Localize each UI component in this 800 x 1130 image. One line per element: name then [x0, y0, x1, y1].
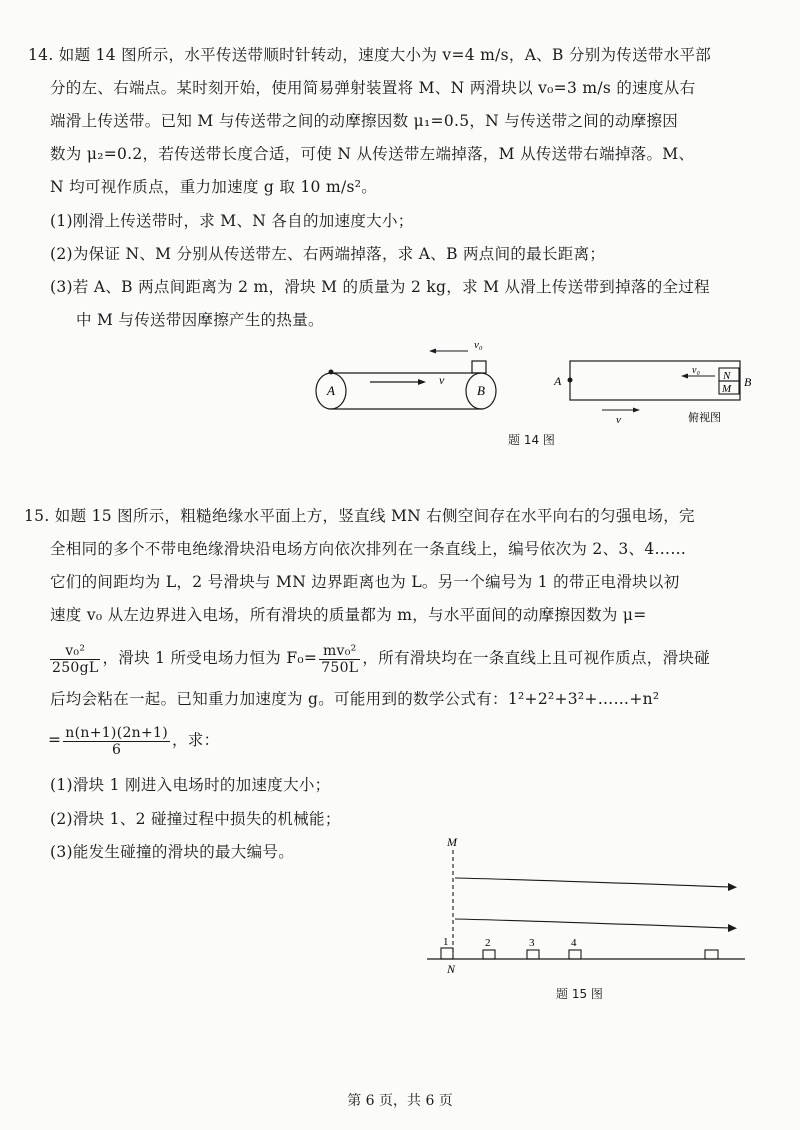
q15-line-5-tail: ，所有滑块均在一条直线上且可视作质点，滑块碰 — [362, 649, 711, 667]
figure-14-caption: 题 14 图 — [508, 433, 555, 447]
sum-formula-numerator: n(n+1)(2n+1) — [65, 724, 168, 741]
slider-4 — [569, 950, 581, 959]
q15-line-7-tail: ，求： — [171, 731, 220, 749]
q15-sub-1: (1)滑块 1 刚进入电场时的加速度大小； — [50, 776, 331, 794]
field-line-2 — [455, 919, 730, 928]
slider-3 — [527, 950, 539, 959]
q15-line-4: 速度 v₀ 从左边界进入电场，所有滑块的质量都为 m，与水平面间的动摩擦因数为 μ= — [50, 606, 647, 624]
label-slider-4: 4 — [571, 937, 577, 949]
sum-formula-denominator: 6 — [112, 741, 122, 758]
q15-line-3: 它们的间距均为 L，2 号滑块与 MN 边界距离也为 L。另一个编号为 1 的带正电滑块以初 — [50, 573, 680, 591]
v0-arrowhead — [429, 349, 436, 354]
q15-line-5 — [48, 640, 710, 676]
point-a-dot — [568, 378, 573, 383]
label-v0: v₀ — [692, 365, 700, 376]
label-slider-1: 1 — [443, 936, 449, 948]
q15-sub-3: (3)能发生碰撞的滑块的最大编号。 — [50, 843, 295, 861]
mu-numerator: v₀² — [50, 643, 100, 660]
label-b: B — [477, 383, 485, 398]
equals-sign: = — [48, 731, 62, 749]
q14-line-2: 分的左、右端点。某时刻开始，使用简易弹射装置将 M、N 两滑块以 v₀=3 m/s 的速度从右 — [50, 79, 696, 97]
label-v0: v₀ — [474, 339, 483, 351]
q15-line-5-mid: ，滑块 1 所受电场力恒为 F₀= — [102, 649, 318, 667]
force-fraction — [319, 643, 360, 676]
v0-arrowhead — [681, 374, 688, 379]
q14-line-5: N 均可视作质点，重力加速度 g 取 10 m/s²。 — [50, 178, 378, 196]
label-m: M — [447, 835, 457, 849]
force-denominator: 750L — [321, 659, 359, 676]
q14-line-4: 数为 μ₂=0.2，若传送带长度合适，可使 N 从传送带左端掉落，M 从传送带右端掉落。M、 — [50, 145, 695, 163]
label-b: B — [744, 375, 752, 389]
slider-last — [705, 950, 718, 959]
field-line-1-arrowhead — [728, 883, 737, 891]
slider-block — [472, 361, 486, 373]
q15-line-1: 15. 如题 15 图所示，粗糙绝缘水平面上方，竖直线 MN 右侧空间存在水平向右的匀强电场，完 — [24, 507, 695, 525]
figure-14-side-view — [300, 332, 520, 422]
page-footer: 第 6 页，共 6 页 — [347, 1093, 453, 1109]
field-line-1 — [455, 878, 730, 887]
label-a: A — [327, 383, 335, 398]
label-v: v — [439, 373, 445, 387]
label-slider-3: 3 — [529, 937, 535, 949]
q14-sub-3-cont: 中 M 与传送带因摩擦产生的热量。 — [76, 311, 324, 329]
label-slider-2: 2 — [485, 937, 491, 949]
label-n: N — [447, 962, 456, 976]
belt-outline — [570, 361, 740, 400]
belt-velocity-arrowhead — [418, 379, 426, 385]
force-numerator: mv₀² — [319, 643, 360, 660]
q14-line-1: 14. 如题 14 图所示，水平传送带顺时针转动，速度大小为 v=4 m/s，A、B 分别为传送带水平部 — [28, 46, 712, 64]
q15-line-6: 后均会粘在一起。已知重力加速度为 g。可能用到的数学公式有：1²+2²+3²+……+n² — [50, 690, 660, 708]
q15-sub-2: (2)滑块 1、2 碰撞过程中损失的机械能； — [50, 810, 341, 828]
label-v: v — [616, 414, 621, 426]
q14-sub-3: (3)若 A、B 两点间距离为 2 m，滑块 M 的质量为 2 kg，求 M 从滑上传送带到掉落的全过程 — [50, 278, 710, 296]
mu-denominator: 250gL — [52, 659, 99, 676]
slider-1 — [441, 948, 453, 959]
label-n: N — [723, 370, 731, 382]
label-top-view: 俯视图 — [688, 412, 721, 424]
figure-15-caption: 题 15 图 — [556, 987, 603, 1001]
label-m: M — [722, 383, 732, 395]
q15-line-2: 全相同的多个不带电绝缘滑块沿电场方向依次排列在一条直线上，编号依次为 2、3、4…… — [50, 540, 687, 558]
q15-line-7 — [48, 722, 219, 758]
belt-velocity-arrowhead — [633, 408, 640, 413]
figure-14-top-view — [550, 355, 765, 430]
q14-sub-1: (1)刚滑上传送带时，求 M、N 各自的加速度大小； — [50, 212, 414, 230]
label-a: A — [554, 374, 562, 388]
figure-15 — [425, 830, 755, 980]
slider-2 — [483, 950, 495, 959]
q14-line-3: 端滑上传送带。已知 M 与传送带之间的动摩擦因数 μ₁=0.5，N 与传送带之间的动摩擦因 — [50, 112, 679, 130]
q14-sub-2: (2)为保证 N、M 分别从传送带左、右两端掉落，求 A、B 两点间的最长距离； — [50, 245, 606, 263]
sum-formula-fraction — [63, 725, 170, 758]
mu-fraction — [50, 643, 100, 676]
field-line-2-arrowhead — [728, 924, 737, 932]
point-a-dot — [329, 370, 334, 375]
